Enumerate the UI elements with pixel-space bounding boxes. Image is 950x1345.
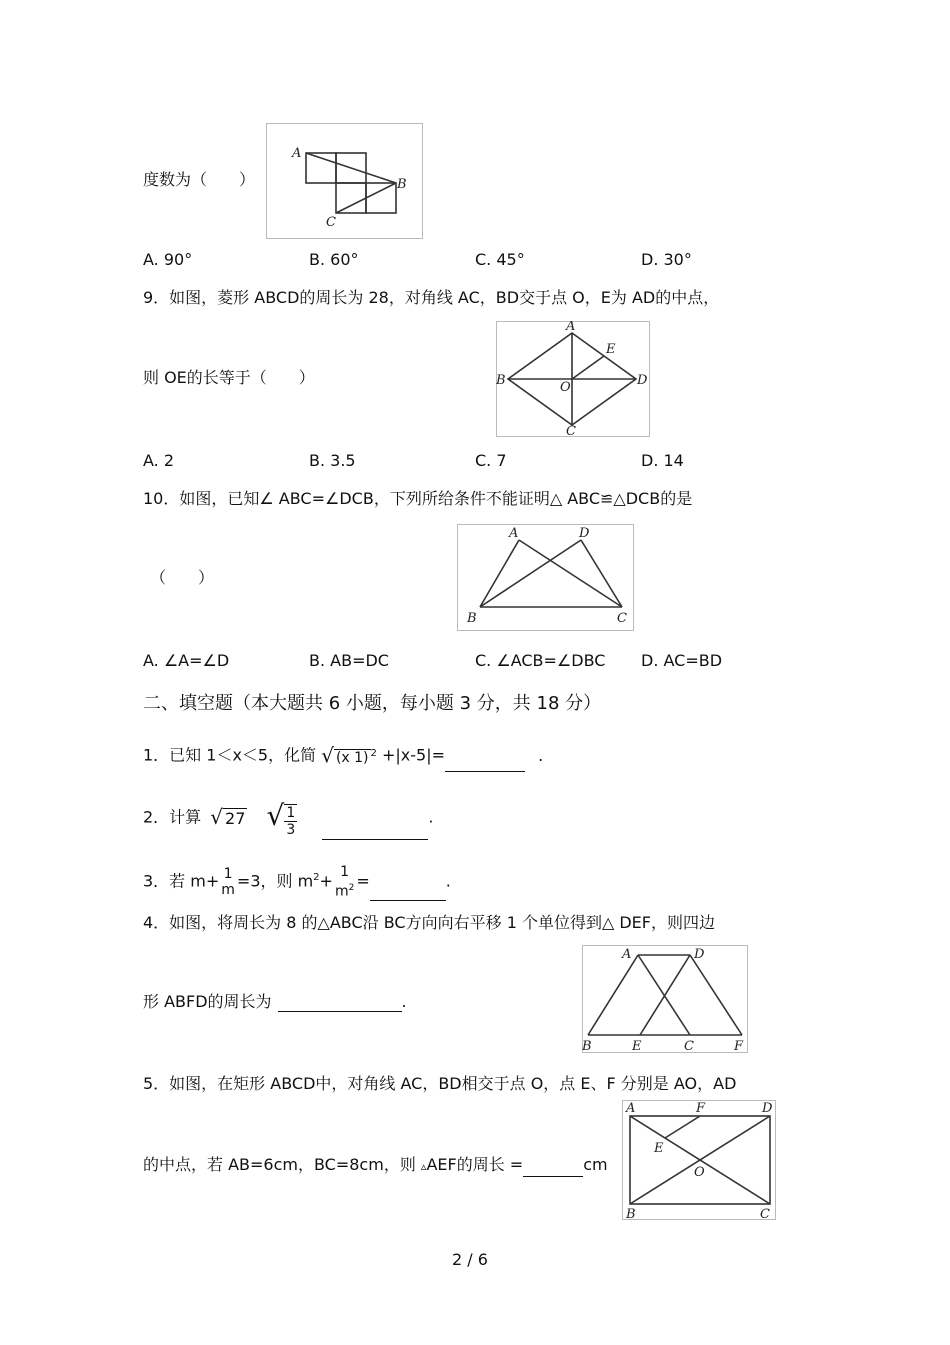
q9-label-a: A xyxy=(566,321,576,334)
q8-label-c: C xyxy=(326,215,336,230)
fill2 xyxy=(143,796,433,840)
q10-option-c[interactable]: C. ∠ACB=∠DBC xyxy=(475,651,606,670)
q8-option-c[interactable]: C. 45° xyxy=(475,250,525,269)
fill2-radical-27: √ 27 xyxy=(210,805,246,829)
fill5-unit: cm xyxy=(583,1155,608,1174)
fill1-prefix: 1．已知 1＜x＜5，化简 xyxy=(143,745,317,765)
page-number: 2 / 6 xyxy=(452,1250,488,1269)
fill3-prefix: 3．若 m+ xyxy=(143,871,220,891)
q10-option-b[interactable]: B. AB=DC xyxy=(309,651,389,670)
fill5-label-d: D xyxy=(762,1101,773,1116)
fill5-triangle: ▵ xyxy=(420,1160,427,1173)
q9-label-e: E xyxy=(606,342,616,357)
fill5-line2 xyxy=(143,1155,608,1177)
fill3-sup: 2 xyxy=(313,872,320,883)
fill4-label-b: B xyxy=(582,1039,592,1053)
fill1-end: . xyxy=(538,745,544,765)
fill4-label-f: F xyxy=(734,1039,744,1053)
q10-label-d: D xyxy=(579,526,590,541)
fill2-end: . xyxy=(428,807,434,827)
fill5-line2b: AEF的周长 = xyxy=(426,1155,524,1174)
fill5-label-e: E xyxy=(654,1141,664,1156)
fill4-label-d: D xyxy=(694,947,705,962)
q9-line1: 9．如图，菱形 ABCD的周长为 28，对角线 AC，BD交于点 O，E为 AD的中点， xyxy=(143,288,720,307)
q10-line1: 10．如图，已知∠ ABC=∠DCB，下列所给条件不能证明△ ABC≌△DCB的是 xyxy=(143,489,693,508)
q9-figure xyxy=(496,321,650,437)
fill3-sup2: 2 xyxy=(348,883,355,893)
q9-label-c: C xyxy=(566,424,576,437)
fill5-label-b: B xyxy=(626,1207,636,1220)
fill3-num1: 1 xyxy=(223,865,233,882)
fill4-figure xyxy=(582,945,748,1053)
section-title: 二、填空题（本大题共 6 小题，每小题 3 分，共 18 分） xyxy=(143,693,602,714)
fill5-line1: 5．如图，在矩形 ABCD中，对角线 AC，BD相交于点 O，点 E、F 分别是 AO，AD xyxy=(143,1074,737,1093)
fill2-blank[interactable] xyxy=(322,821,428,840)
q10-option-a[interactable]: A. ∠A=∠D xyxy=(143,651,230,670)
fill5-label-o: O xyxy=(694,1165,705,1180)
fill4-label-a: A xyxy=(622,947,632,962)
fill3-mid: =3，则 m xyxy=(236,871,314,891)
fill1-radicand: (x 1) xyxy=(335,750,369,767)
fill3-den1: m xyxy=(221,881,235,898)
fill3-num2: 1 xyxy=(340,864,350,880)
q9-label-b: B xyxy=(496,373,506,388)
q10-option-d[interactable]: D. AC=BD xyxy=(641,651,723,670)
fill5-figure xyxy=(622,1100,776,1220)
fill4-label-c: C xyxy=(684,1039,694,1053)
fill1 xyxy=(143,740,543,772)
fill4-line2 xyxy=(143,992,407,1012)
fill2-radical-frac: √ $\frac{1}{3}$ xyxy=(266,799,296,838)
q8-label-b: B xyxy=(397,177,407,192)
fill5-label-c: C xyxy=(760,1207,770,1220)
q9-option-a[interactable]: A. 2 xyxy=(143,451,175,470)
q9-option-c[interactable]: C. 7 xyxy=(475,451,507,470)
fill5-blank[interactable] xyxy=(523,1158,583,1177)
fill4-line2-text: 形 ABFD的周长为 xyxy=(143,992,272,1011)
q10-label-a: A xyxy=(509,526,519,541)
q10-label-b: B xyxy=(467,611,477,626)
fill2-rad1: 27 xyxy=(225,809,246,828)
fill3-blank[interactable] xyxy=(370,882,446,901)
q8-option-d[interactable]: D. 30° xyxy=(641,250,692,269)
fill3-frac2 xyxy=(333,864,356,900)
q8-option-a[interactable]: A. 90° xyxy=(143,250,193,269)
fill1-suffix: +|x-5|= xyxy=(382,745,446,765)
fill1-blank[interactable] xyxy=(445,753,525,772)
fill4-line1: 4．如图，将周长为 8 的△ABC沿 BC方向向右平移 1 个单位得到△ DEF，则四边 xyxy=(143,913,715,932)
q9-line2: 则 OE的长等于（ ） xyxy=(143,368,315,387)
fill4-label-e: E xyxy=(632,1039,642,1053)
fill5-label-a: A xyxy=(626,1101,636,1116)
fill3-eq: = xyxy=(356,871,370,891)
fill5-label-f: F xyxy=(696,1101,706,1116)
fill3-frac1 xyxy=(219,866,237,898)
q9-option-d[interactable]: D. 14 xyxy=(641,451,684,470)
fill2-num: 1 xyxy=(286,804,296,821)
fill1-radical: √ (x 1) $^2$ xyxy=(321,743,377,768)
q9-label-o: O xyxy=(560,380,571,395)
fill1-exp: 2 xyxy=(370,748,377,759)
q10-figure xyxy=(457,524,634,631)
fill3-plus: + xyxy=(319,871,333,891)
q9-option-b[interactable]: B. 3.5 xyxy=(309,451,356,470)
fill3 xyxy=(143,858,451,901)
fill3-den2: m xyxy=(334,883,349,900)
q8-option-b[interactable]: B. 60° xyxy=(309,250,359,269)
q9-label-d: D xyxy=(637,373,648,388)
fill5-line2-text: 的中点，若 AB=6cm，BC=8cm，则 xyxy=(143,1155,416,1174)
fill3-den2-wrap xyxy=(333,880,356,900)
q10-line2: （ ） xyxy=(150,568,215,587)
fill4-end: . xyxy=(401,992,407,1011)
q8-figure xyxy=(266,123,423,239)
fill4-blank[interactable] xyxy=(278,993,402,1012)
fill2-den: 3 xyxy=(286,821,296,838)
q10-label-c: C xyxy=(617,611,627,626)
fill2-prefix: 2．计算 xyxy=(143,807,202,827)
fill3-end: . xyxy=(445,871,451,891)
q8-text: 度数为（ ） xyxy=(143,170,256,189)
q8-label-a: A xyxy=(292,146,302,161)
